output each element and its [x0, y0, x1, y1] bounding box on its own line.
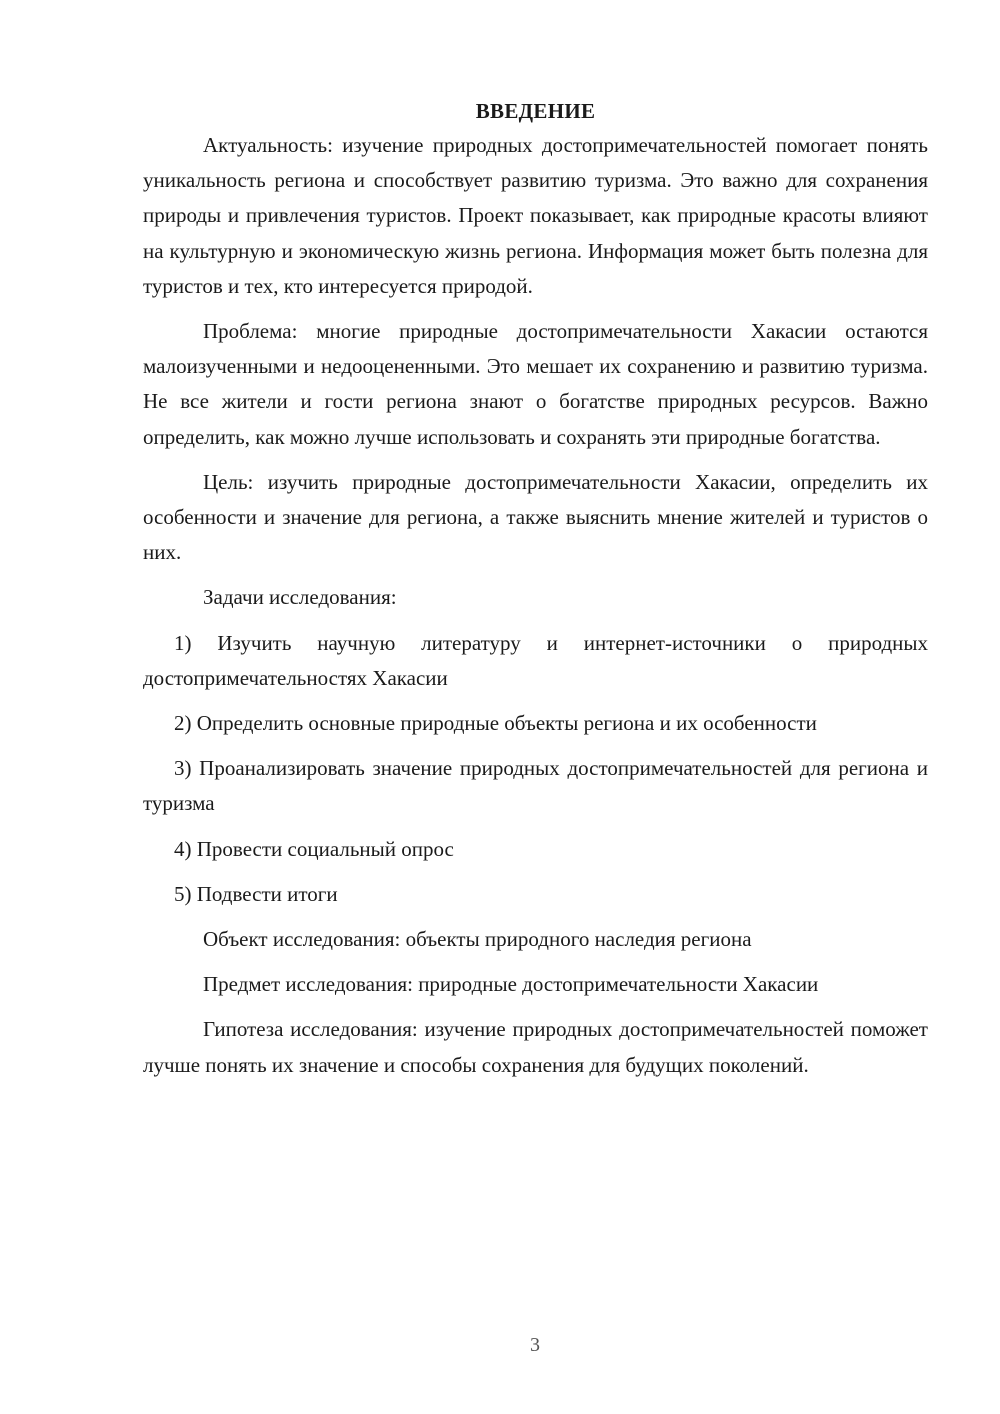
problem-paragraph: Проблема: многие природные достопримечательности Хакасии остаются малоизученными и недооцененными. Это мешает их сохранению и развитию туризма. Не все жители и гости региона знают о богатстве природных ресурсов. Важно определить, как можно лучше использовать и сохранять эти природные богатства. [143, 319, 928, 449]
subject-paragraph: Предмет исследования: природные достопримечательности Хакасии [203, 972, 819, 997]
hypothesis-paragraph: Гипотеза исследования: изучение природных достопримечательностей поможет лучше понять их значение и способы сохранения для будущих поколений. [143, 1017, 928, 1077]
object-paragraph: Объект исследования: объекты природного наследия региона [203, 927, 752, 952]
task-item-2: 2) Определить основные природные объекты региона и их особенности [174, 711, 817, 736]
task-item-4: 4) Провести социальный опрос [174, 836, 454, 861]
document-page [143, 96, 928, 1093]
task-item-1: 1) Изучить научную литературу и интернет-источники о природных достопримечательностях Хакасии [143, 630, 928, 690]
section-heading: ВВЕДЕНИЕ [475, 99, 596, 123]
goal-paragraph: Цель: изучить природные достопримечательности Хакасии, определить их особенности и значение для региона, а также выяснить мнение жителей и туристов о них. [143, 469, 928, 565]
task-item-3: 3) Проанализировать значение природных достопримечательностей для региона и туризма [143, 756, 928, 816]
task-item-5: 5) Подвести итоги [174, 881, 338, 906]
relevance-paragraph: Актуальность: изучение природных достопримечательностей помогает понять уникальность региона и способствует развитию туризма. Это важно для сохранения природы и привлечения туристов. Проект показывает, как природные красоты влияют на культурную и экономическую жизнь региона. Информация может быть полезна для туристов и тех, кто интересуется природой. [143, 133, 928, 298]
page-number: 3 [530, 1334, 540, 1356]
tasks-title: Задачи исследования: [203, 585, 397, 610]
